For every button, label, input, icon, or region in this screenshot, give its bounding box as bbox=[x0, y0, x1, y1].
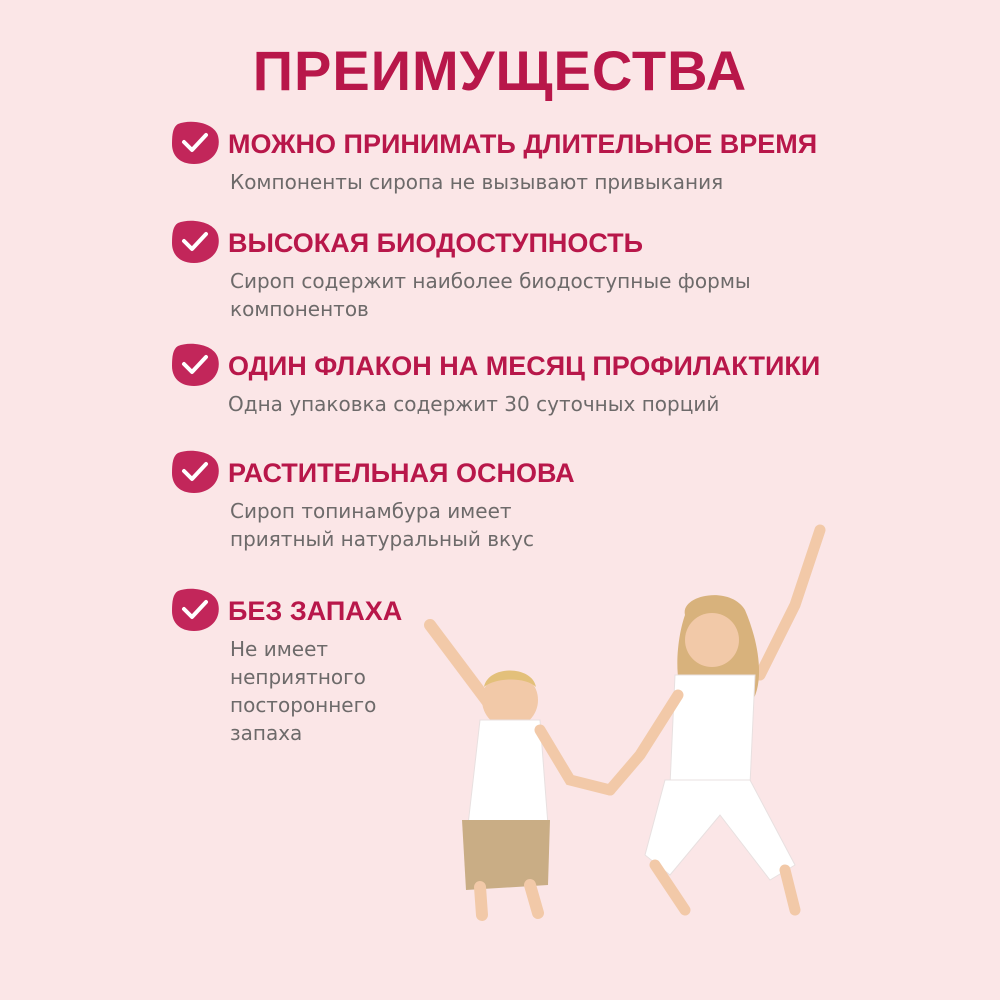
benefit-heading: БЕЗ ЗАПАХА bbox=[228, 596, 403, 626]
check-badge-icon bbox=[170, 342, 220, 388]
benefit-heading: ВЫСОКАЯ БИОДОСТУПНОСТЬ bbox=[228, 228, 644, 258]
check-badge-icon bbox=[170, 120, 220, 166]
boy-figure bbox=[430, 625, 610, 915]
check-badge-icon bbox=[170, 587, 220, 633]
benefit-text: Одна упаковка содержит 30 суточных порций bbox=[228, 392, 720, 416]
benefit-text: Компоненты сиропа не вызывают привыкания bbox=[230, 170, 724, 194]
benefit-text: Сироп содержит наиболее биодоступные формы компонентов bbox=[230, 269, 751, 321]
benefit-heading: РАСТИТЕЛЬНАЯ ОСНОВА bbox=[228, 458, 575, 488]
benefit-text: Не имеет неприятного постороннего запаха bbox=[230, 637, 377, 745]
girl-figure bbox=[610, 530, 820, 910]
check-badge-icon bbox=[170, 219, 220, 265]
benefit-heading: МОЖНО ПРИНИМАТЬ ДЛИТЕЛЬНОЕ ВРЕМЯ bbox=[228, 129, 818, 159]
benefit-heading: ОДИН ФЛАКОН НА МЕСЯЦ ПРОФИЛАКТИКИ bbox=[228, 351, 821, 381]
jumping-children-photo bbox=[400, 515, 840, 935]
page-title: ПРЕИМУЩЕСТВА bbox=[252, 39, 748, 102]
benefit-text: Сироп топинамбура имеет приятный натуральный вкус bbox=[230, 499, 534, 551]
check-badge-icon bbox=[170, 449, 220, 495]
